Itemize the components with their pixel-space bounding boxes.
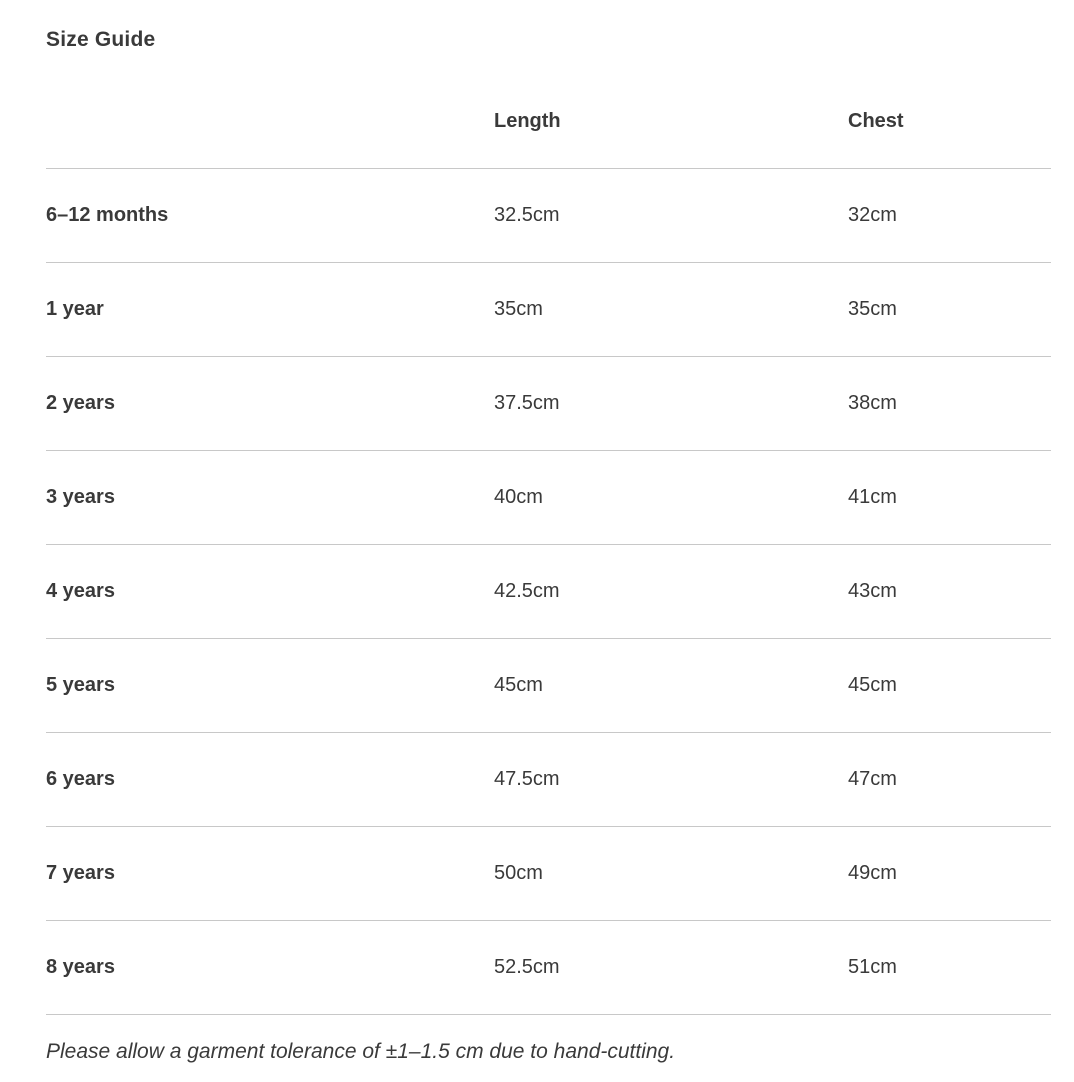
size-label: 7 years [46,827,494,921]
table-row [46,545,1051,639]
size-label: 6 years [46,733,494,827]
chest-value: 49cm [848,827,1051,921]
chest-value: 41cm [848,451,1051,545]
chest-value: 45cm [848,639,1051,733]
chest-value: 51cm [848,921,1051,1015]
length-value: 50cm [494,827,848,921]
table-row [46,733,1051,827]
table-row [46,827,1051,921]
table-row [46,263,1051,357]
length-value: 52.5cm [494,921,848,1015]
length-value: 45cm [494,639,848,733]
chest-value: 47cm [848,733,1051,827]
size-label: 6–12 months [46,169,494,263]
size-label: 5 years [46,639,494,733]
length-value: 40cm [494,451,848,545]
header-row [46,74,1051,169]
column-header-chest: Chest [848,74,1051,169]
column-header-size [46,74,494,169]
length-value: 42.5cm [494,545,848,639]
size-label: 8 years [46,921,494,1015]
size-label: 4 years [46,545,494,639]
table-row [46,451,1051,545]
table-row [46,921,1051,1015]
tolerance-note: Please allow a garment tolerance of ±1–1.5 cm due to hand-cutting. [46,1040,676,1063]
length-value: 32.5cm [494,169,848,263]
size-label: 3 years [46,451,494,545]
size-table-body [46,169,1051,1015]
length-value: 35cm [494,263,848,357]
column-header-length: Length [494,74,848,169]
chest-value: 32cm [848,169,1051,263]
chest-value: 38cm [848,357,1051,451]
chest-value: 43cm [848,545,1051,639]
size-label: 2 years [46,357,494,451]
size-label: 1 year [46,263,494,357]
size-guide-title: Size Guide [46,28,156,51]
size-table [46,74,1051,1015]
size-table-header [46,74,1051,169]
table-row [46,639,1051,733]
table-row [46,357,1051,451]
table-row [46,169,1051,263]
length-value: 47.5cm [494,733,848,827]
chest-value: 35cm [848,263,1051,357]
length-value: 37.5cm [494,357,848,451]
